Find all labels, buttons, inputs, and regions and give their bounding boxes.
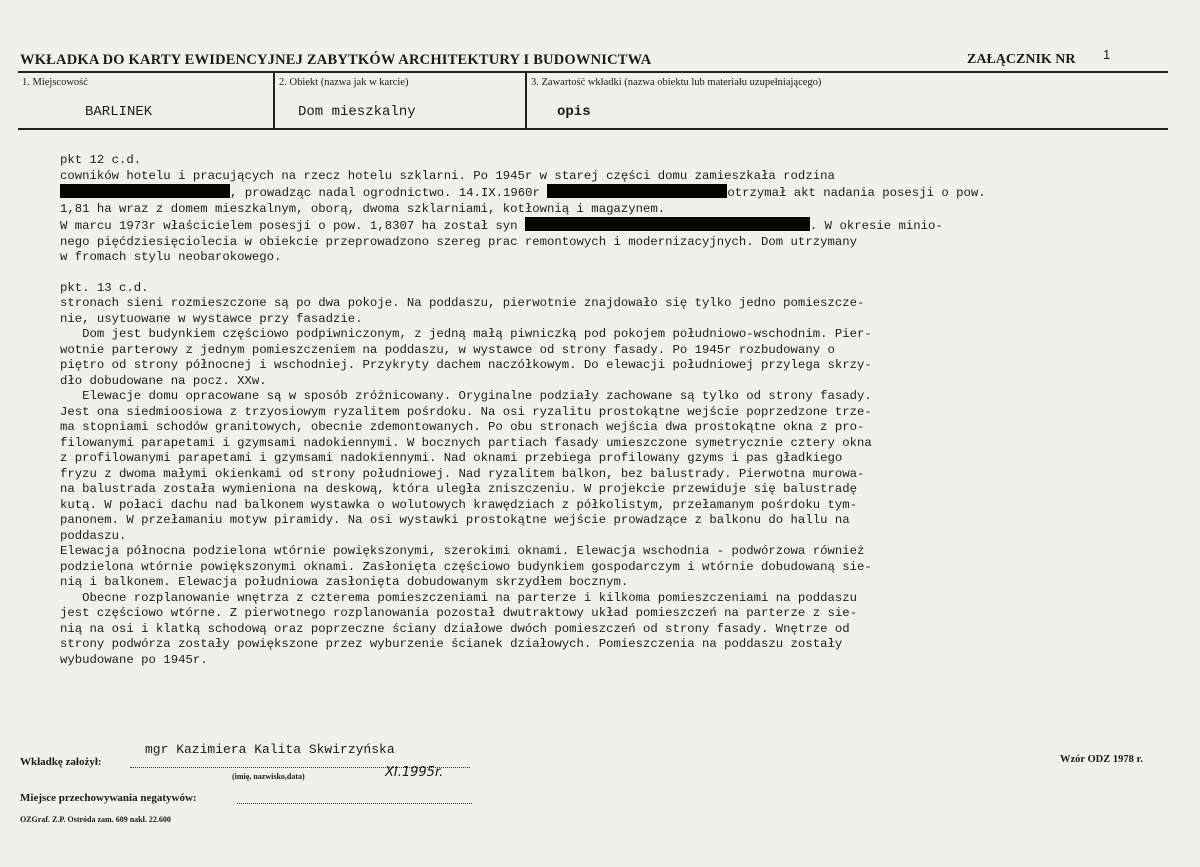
body-line: 1,81 ha wraz z domem mieszkalnym, oborą, dwoma szklarniami, kotłownią i magazynem. (60, 201, 666, 216)
section-13-text: stronach sieni rozmieszczone są po dwa pokoje. Na poddaszu, pierwotnie znajdowało się tylko jedno pomieszcze- nie, usytuowane w wystawce przy fasadzie. Dom jest budynkiem częściowo podpiwniczonym, z jedną małą piwniczką pod pokojem południowo-wschodnim. Pier- wotnie parterowy z jednym pomieszczeniem na poddaszu, w wystawce od strony fasady. Po 1945r rozbudowany o piętro od strony północnej i wschodniej. Przykryty dachem naczółkowym. Do elewacji południowej przylega skrzy- dło dobudowane na pocz. XXw. Elewacje domu opracowane są w sposób zróżnicowany. Oryginalne podziały zachowane są tylko od strony fasady. Jest ona siedmioosiowa z trzyosiowym ryzalitem pośrdoku. Na osi ryzalitu prostokątne wejście poprzedzone trze- ma stopniami schodów granitowych, obecnie zdemontowanych. Po obu stronach wejścia dwa prostokątne okna z pro- filowanymi parapetami i gzymsami nadokiennymi. W bocznych partiach fasady umieszczone symetrycznie cztery okna z profilowanymi parapetami i gzymsami nadokiennymi. Nad oknami przebiega profilowany gzyms i pas gładkiego fryzu z dwoma małymi okienkami od strony południowej. Nad ryzalitem balkon, bez balustrady. Pierwotna murowa- na balustrada została wymieniona na deskową, która uległa zniszczeniu. W projekcie przewiduje się balustradę kutą. W połaci dachu nad balkonem wystawka o wolutowych krawędziach z półkolistym, przełamanym pośrdoku tym- panonem. W przełamaniu motyw piramidy. Na osi wystawki prostokątne wejście prowadzące z balkonu do hallu na poddaszu. Elewacja północna podzielona wtórnie powiększonymi, szerokimi oknami. Elewacja wschodnia - podwórzowa również podzielona wtórnie powiększonymi oknami. Zasłonięta częściowo budynkiem gospodarczym i wtórnie dobudowaną sie- nią i balkonem. Elewacja południowa zasłonięta dobudowanym skrzydłem bocznym. Obecne rozplanowanie wnętrza z czterema pomieszczeniami na parterze i kilkoma pomieszczeniami na poddaszu jest częściowo wtórne. Z pierwotnego rozplanowania pozostał dwutraktowy układ pomieszczeń na parterze z sie- nią na osi i klatką schodową oraz poprzeczne ściany działowe dwóch pomieszczeń od strony fasady. Wnętrze od strony podwórza zostały powiększone przez wyburzenie ścianek działowych. Pomieszczenia na poddaszu zostały wybudowane po 1945r. (60, 296, 872, 667)
prepared-by-name: mgr Kazimiera Kalita Skwirzyńska (145, 742, 395, 757)
redaction-bar (547, 184, 727, 198)
handwritten-date: XI.1995r. (385, 765, 444, 780)
body-line: w fromach stylu neobarokowego. (60, 250, 282, 264)
redaction-bar (525, 217, 810, 231)
field-divider-1 (273, 73, 275, 129)
signature-caption: (imię, nazwisko,data) (232, 772, 305, 781)
content-value: opis (557, 104, 591, 120)
object-value: Dom mieszkalny (298, 104, 416, 120)
annex-label: ZAŁĄCZNIK NR (967, 52, 1076, 67)
section-12-heading: pkt 12 c.d. (60, 153, 142, 167)
form-title: WKŁADKA DO KARTY EWIDENCYJNEJ ZABYTKÓW ARCHITEKTURY I BUDOWNICTWA (20, 52, 652, 68)
place-value: BARLINEK (85, 104, 153, 120)
place-label: 1. Miejscowość (22, 77, 88, 88)
description-body (60, 153, 1185, 668)
print-info: OZGraf. Z.P. Ostróda zam. 609 nakł. 22.600 (20, 815, 171, 824)
annex-number: 1 (1103, 47, 1111, 62)
form-mark: Wzór ODZ 1978 r. (1060, 754, 1143, 765)
section-13-heading: pkt. 13 c.d. (60, 280, 149, 295)
body-line: W marcu 1973r właścicielem posesji o pow. 1,8307 ha został syn . W okresie minio- (60, 219, 943, 233)
header-bottom-rule (18, 128, 1168, 130)
body-line: nego pięćdziesięciolecia w obiekcie przeprowadzono szereg prac remontowych i modernizacyjnych. Dom utrzymany (60, 234, 857, 249)
field-divider-2 (525, 73, 527, 129)
object-label: 2. Obiekt (nazwa jak w karcie) (279, 77, 409, 88)
body-line: , prowadząc nadal ogrodnictwo. 14.IX.1960r otrzymał akt nadania posesji o pow. (60, 184, 1185, 202)
prepared-by-label: Wkładkę założył: (20, 756, 102, 768)
negative-location-line (237, 803, 472, 804)
header-top-rule (18, 71, 1168, 73)
redaction-bar (60, 184, 230, 198)
content-label: 3. Zawartość wkładki (nazwa obiektu lub materiału uzupełniającego) (531, 77, 822, 88)
body-line: cowników hotelu i pracujących na rzecz hotelu szklarni. Po 1945r w starej części domu zamieszkała rodzina (60, 168, 835, 183)
negative-location-label: Miejsce przechowywania negatywów: (20, 792, 197, 804)
